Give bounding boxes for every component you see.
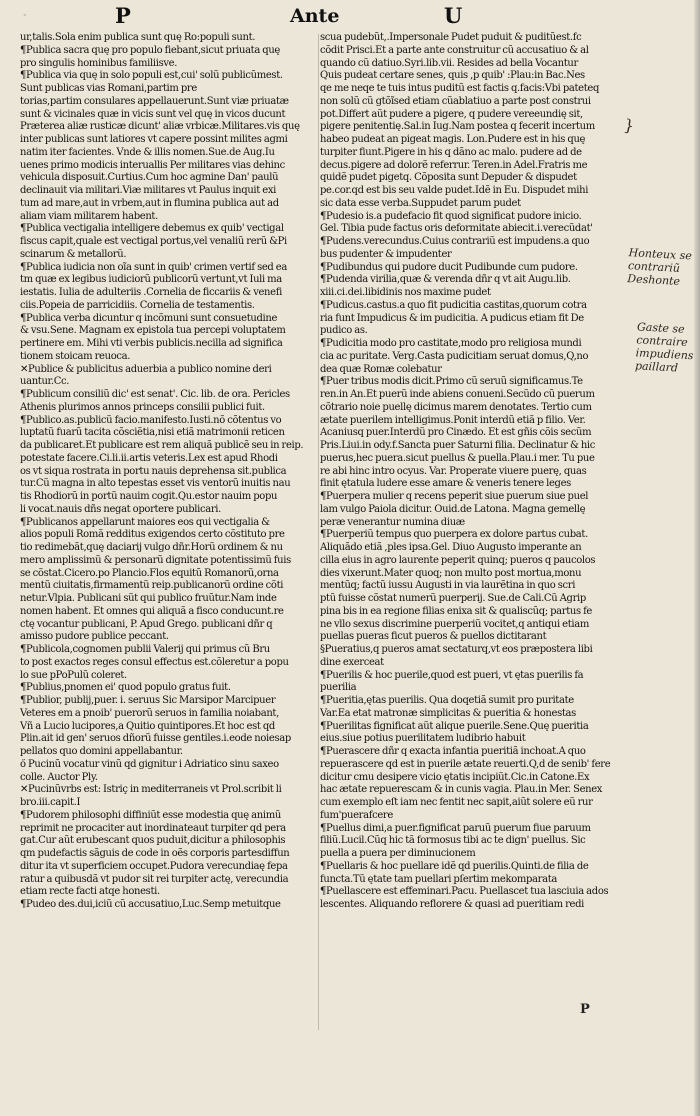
text-line: pigere penitentię.Sal.in Iug.Nam postea q fecerit incertum (320, 121, 595, 133)
text-line: ¶Pudeo des.dui,iciũ cũ accusatiuo,Luc.Semp metuitque (20, 899, 281, 910)
text-line: pina bis in ea regione filias enixa sit & qualiscũq; partus fe (320, 605, 592, 617)
text-line: ne vllo sexus discrimine puerperiũ vocitet,q antiqui etiam (320, 618, 590, 630)
text-line: ptũ fuisse cõstat numerũ puerperij. Sue.de Cali.Cũ Agrip (320, 593, 586, 604)
text-line: ¶Pudorem philosophi diffiniũt esse modestia quę animũ (20, 809, 281, 821)
margin-bracket-mark: } (622, 115, 636, 136)
text-line: colle. Auctor Ply. (20, 771, 98, 783)
text-line: functa.Tũ ętate tam puellari pſertim mekomparata (320, 873, 557, 885)
text-line: ¶Pudicitia modo pro castitate,modo pro religiosa mundi (320, 338, 582, 349)
text-line: Aliquãdo etiã ,ples ipsa.Gel. Diuo Augusto imperante an (320, 542, 582, 553)
text-line: ætate puerilem intelligimus.Ponit interdũ etiã p filio. Ver. (320, 414, 586, 426)
text-line: scua pudebũt,.Impersonale Pudet puduit & puditũest.fc (320, 32, 582, 43)
text-line: turpiter fiunt.Pigere in his q dãno ac malo. pudere ad de (320, 146, 582, 158)
text-line: eius.siue potius puerilitatem ludibrio habuit (320, 733, 526, 745)
text-line: ria funt Impudicus & im pudicitia. A pudicus etiam fit De (320, 312, 584, 324)
text-line: to post exactos reges consul effectus est.cõleretur a popu (20, 656, 289, 668)
text-line: ren.in An.Et puerũ inde abiens conueni.Secũdo cũ puerum (320, 389, 595, 400)
text-line: torias,partim consulares appellauerunt.Sunt viæ priuatæ (20, 95, 289, 107)
text-line: ¶Puerperiũ tempus quo puerpera ex dolore partus cubat. (320, 529, 588, 541)
header-catchword: Ante (290, 5, 340, 27)
text-line: ¶Puellascere est effeminari.Pacu. Puellascet tua lasciuia ados (320, 886, 609, 898)
text-line: ¶Pudibundus qui pudore ducit Pudibunde cum pudore. (320, 261, 578, 273)
text-line: alios populi Romã redditus exigendos certo cõstituto pre (20, 529, 285, 541)
text-line: cilla eius in agro laurente peperit quinq; pueros q paucolos (320, 554, 596, 566)
text-line: ¶Puer tribus modis dicit.Primo cũ seruũ significamus.Te (320, 376, 583, 388)
text-line: decus.pigere ad dolorẽ referrur. Teren.in Adel.Fratris me (320, 159, 588, 171)
text-line: repuerascere qd est in puerile ætate reuerti.Q,d de senib' fere (320, 758, 611, 770)
text-line: ctę vocantur publicani, P. Apud Grego. publicani dñr q (20, 618, 273, 630)
text-line: Vñ a Lucio lucipores,a Quitio quintipores.Et hoc est qd (20, 720, 275, 732)
text-line: ¶Publica vectigalia intelligere debemus ex quib' vectigal (20, 223, 284, 235)
text-line: bus pudenter & impudenter (320, 248, 452, 260)
text-line: ¶Puerilitas fignificat aũt alique puerile.Sene.Quę pueritia (320, 720, 589, 732)
text-line: non solũ cũ gtõĩsed etiam cũablatiuo a parte post construi (320, 95, 591, 107)
text-line: ¶Pudicus.castus.a quo fit pudicitia castitas,quorum cotra (320, 299, 587, 311)
text-line: Pris.Liui.in ody.f.Sancta puer Saturni filia. Declinatur & hic (320, 440, 596, 451)
text-line: peræ venerantur numina diuæ (320, 516, 465, 528)
text-line: potestate facere.Ci.li.ii.artis veteris.Lex est apud Rhodi (20, 452, 278, 464)
text-line: pellatos quo domini appellabantur. (20, 746, 183, 757)
text-line: Sunt publicas vias Romani,partim pre (20, 83, 197, 94)
text-line: uantur.Cc. (20, 376, 70, 388)
text-line: filiũ.Lucil.Cũq hic tã formosus tibi ac te dign' puellus. Sic (320, 835, 586, 847)
text-line: ¶Publica verba dicuntur q incõmuni sunt consuetudine (20, 312, 278, 324)
text-line: uenes primo modicis interuallis Per militares vias dehinc (20, 159, 285, 171)
text-line: lam vulgo Paiola dicitur. Ouid.de Latona. Magna gemellę (320, 503, 586, 515)
text-line: mentũ ciuitatis,firmamentũ reip.publicanorũ ordine cõti (20, 580, 284, 592)
text-line: ¶Publicum consiliũ dic' est senat'. Cic. lib. de ora. Pericles (20, 389, 290, 400)
left-column (20, 32, 320, 912)
text-line: fum'puerafcere (320, 809, 393, 821)
text-line: tum ad mare,aut in vrbem,aut in flumina publica aut ad (20, 197, 279, 209)
text-line: luptatũ fuarũ tacita cõsciẽtia,nisi etiã matrimonii reticen (20, 427, 285, 439)
text-line: tio redimebãt,quę daciarij vulgo dñr.Horũ ordinem & nu (20, 542, 283, 553)
text-line: cõtrario noie puellę dicimus marem denotates. Tertio cum (320, 401, 592, 413)
text-line: Acaniusq puer.Interdũ pro Cinædo. Et est gñis cõis secũm (320, 427, 592, 439)
text-line: ¶Publico.as.publicũ facio.manifesto.Iusti.nõ cõtentus vo (20, 414, 282, 426)
text-line: fiscus capit,quale est vectigal portus,vel venaliũ rerũ &Pi (20, 236, 287, 247)
text-line: ¶Publior, publij,puer. i. seruus Sic Marsipor Marcipuer (20, 695, 276, 706)
text-line: §Pueratius,q pueros amat sectaturq,vt eos præpostera libi (320, 644, 593, 655)
text-line: ¶Puerpera mulier q recens peperit siue puerum siue puel (320, 491, 589, 502)
text-line: Plin.ait id gen' seruos dñorũ fuisse gentiles.i.eode noiesap (20, 733, 291, 745)
text-line: hac ætate repuerescam & in cunis vagia. Plau.in Mer. Senex (320, 784, 603, 796)
text-line: ✕Publice & publicitus aduerbia a publico nomine deri (20, 363, 272, 375)
bleed-through-text: · (22, 6, 28, 26)
text-line: ditur ita vt superficiem occupet.Pudora verecundiaę fepa (20, 860, 288, 872)
text-line: bro.iii.capit.I (20, 797, 81, 808)
text-line: ¶Puellaris & hoc puellare idẽ qd puerilis.Quinti.de filia de (320, 860, 589, 872)
text-line: re abi hinc intro ocyus. Var. Properate viuere puerę, quas (320, 465, 587, 477)
text-line: ¶Pudesio is.a pudefacio fit quod significat pudore inicio. (320, 210, 582, 222)
text-line: declinauit via militari.Viæ militares vt Paulus inquit exi (20, 185, 276, 196)
text-line: habeo pudeat an pigeat magis. Lon.Pudere est in his quę (320, 134, 586, 145)
text-line: puellas pueras ficut pueros & puellos dictitarant (320, 631, 547, 643)
text-line: cum exemplo eſt iam nec fentit nec sapit,aiũt solere eũ rur (320, 797, 593, 808)
text-line: tur.Cũ magna in alto tepestas esset vis ventorũ inuitis nau (20, 478, 291, 490)
text-line: lo sue pPoPulũ coleret. (20, 669, 127, 681)
text-line: aliam viam militarem habent. (20, 210, 158, 222)
text-line: mentũq; factũ iussu Augusti in via laurẽtina in quo scri (320, 580, 576, 592)
text-line: cõdit Prisci.Et a parte ante construitur cũ accusatiuo & al (320, 44, 589, 56)
text-line: vehicula disposuit.Curtius.Cum hoc agmine Dan' paulũ (20, 172, 279, 184)
text-line: da publicaret.Et publicare est rem aliquã publicẽ seu in reip. (20, 440, 304, 451)
text-line: ratur a quibusdã vt pudor sit rei turpiter actę, verecundia (20, 873, 289, 885)
text-line: pe.cor.qd est bis seu valde pudet.Idẽ in Eu. Dispudet mihi (320, 185, 589, 196)
text-line: ¶Pudens.verecundus.Cuius contrariũ est impudens.a quo (320, 236, 590, 247)
text-line: dea quæ Romæ colebatur (320, 363, 442, 375)
text-line: scinarum & metallorũ. (20, 248, 127, 260)
text-line: dine exerceat (320, 656, 384, 668)
text-line: netur.Vlpia. Publicani sũt qui publico fruũtur.Nam inde (20, 593, 277, 604)
text-line: quando cũ datiuo.Syri.lib.vii. Resides ad bella Vocantur (320, 57, 578, 69)
text-line: ¶Publius,pnomen ei' quod populo gratus fuit. (20, 682, 231, 694)
text-line: tis Rhodiorũ in portũ nauim cogit.Qu.estor nauim popu (20, 491, 278, 502)
text-line: inter publicas sunt latiores vt capere possint milites agmi (20, 134, 288, 145)
text-line: puerus,hec puera.sicut puellus & puella.Plau.i mer. Tu pue (320, 452, 595, 464)
text-line: nomen habent. Et omnes qui aliquã a fisco conducunt.re (20, 605, 284, 617)
text-line: dies vixerunt.Mater quoq; non multo post mortua,monu (320, 567, 582, 579)
text-line: ¶Publica via quę in solo populi est,cui' solũ publicũmest. (20, 70, 283, 82)
text-line: ¶Puellus dimi,a puer.fignificat paruũ puerum fiue paruum (320, 822, 591, 834)
handwritten-note-honteux: Honteux se contrariũ Deshonte (627, 246, 693, 288)
text-line: ur,talis.Sola enim publica sunt quę Ro:populi sunt. (20, 32, 256, 43)
text-line: Quis pudeat certare senes, quis ,p quib' :Plau:in Bac.Nes (320, 70, 585, 82)
text-line: Veteres em a pnoib' puerorũ seruos in familia noiabant, (20, 707, 279, 719)
text-line: ¶Pudenda virilia,quæ & verenda dñr q vt ait Augu.lib. (320, 274, 571, 286)
text-line: pertinere em. Mihi vti verbis publicis.necilla ad significa (20, 338, 283, 349)
text-line: & vsu.Sene. Magnam ex epistola tua percepi voluptatem (20, 325, 286, 337)
signature-mark: P (580, 1002, 590, 1017)
text-line: ¶Pueritia,ętas puerilis. Qua doqetiã sumit pro puritate (320, 695, 574, 706)
text-line: tm quæ ex legibus iudiciorũ publicorũ vertunt,vt Iuli ma (20, 274, 282, 286)
text-line: Var.Ea etat matronæ simplicitas & pueritia & honestas (320, 707, 576, 719)
text-line: ¶Puerilis & hoc puerile,quod est pueri, vt ętas puerilis fa (320, 669, 584, 681)
text-line: ¶Puerascere dñr q exacta infantia pueritiã inchoat.A quo (320, 746, 586, 757)
text-line: tionem stoicam reuoca. (20, 350, 131, 362)
text-line: puerilia (320, 682, 357, 694)
text-line: sic data esse verba.Suppudet parum pudet (320, 197, 521, 209)
text-line: amisso pudore publice peccant. (20, 631, 169, 643)
text-line: ciis.Popeia de parricidiis. Cornelia de testamentis. (20, 299, 255, 311)
header-letter-left: P (115, 3, 131, 28)
text-line: qe me neqe te tuis intus puditũ est factis q.facis:Vbi pateteq (320, 83, 600, 94)
text-line: ✕Pucinũvrbs est: Istriç in mediterraneis vt Prol.scribit li (20, 784, 282, 796)
text-line: cia ac puritate. Verg.Casta pudicitiam seruat domus,Q,no (320, 350, 589, 362)
text-line: puella a puera per diminucionem (320, 848, 476, 859)
handwritten-note-gaste: Gaste se contraire impudiens paillard (634, 320, 694, 375)
text-line: xiii.ci.dei.libidinis nos maxime pudet (320, 287, 491, 298)
text-line: os vt siqua rostrata in portu nauis deprehensa sit.publica (20, 465, 287, 477)
text-line: etiam recte facti atqe honesti. (20, 886, 160, 898)
text-line: pudico as. (320, 325, 368, 337)
text-line: pro singulis hominibus familiisve. (20, 57, 178, 69)
text-line: mero amplissimũ & personarũ dignitate potentissimũ fuis (20, 554, 291, 566)
text-line: se cõstat.Cicero.po Plancio.Flos equitũ Romanorũ,orna (20, 567, 279, 579)
page-header (0, 0, 700, 32)
text-line: reprimit ne procaciter aut inordinateaut turpiter qd pera (20, 822, 286, 834)
text-line: Præterea aliæ rusticæ dicunt' aliæ vrbicæ.Militares.vis quę (20, 121, 300, 133)
right-column (320, 32, 624, 912)
text-line: lescentes. Aliquando reflorere & quasi ad pueritiam redi (320, 899, 585, 910)
text-line: qm pudefactis sãguis de code in oẽs corporis partesdiffun (20, 848, 290, 859)
text-line: quidẽ pudet pigetq. Cõposita sunt Depuder & dispudet (320, 172, 577, 184)
text-line: natim iter facientes. Vnde & illis nomen.Sue.de Aug.Iu (20, 146, 275, 158)
text-line: ¶Publica iudicia non oĩa sunt in quib' crimen vertif sed ea (20, 261, 287, 273)
text-line: iestatis. Iulia de adulteriis .Cornelia de ficcariis & venefi (20, 287, 282, 298)
text-line: ¶Publica sacra quę pro populo fiebant,sicut priuata quę (20, 44, 281, 56)
text-line: dicitur cmu desipere vicio ętatis incipiũt.Cic.in Catone.Ex (320, 771, 590, 783)
text-line: pot.Differt aũt pudere a pigere, q pudere vereeundię sit, (320, 108, 583, 120)
text-line: ő Pucinũ vocatur vinũ qd gignitur i Adriatico sinu saxeo (20, 758, 279, 770)
text-line: ¶Publicanos appellarunt maiores eos qui vectigalia & (20, 516, 270, 528)
text-line: sunt & vicinales quæ in vicis sunt vel quę in vicos ducunt (20, 108, 286, 120)
header-letter-right: U (444, 3, 463, 28)
text-line: li vocat.nauis dñs negat oportere publicari. (20, 503, 221, 515)
text-line: ¶Publicola,cognomen publii Valerij qui primus cũ Bru (20, 644, 270, 655)
text-line: finit ętatula ludere esse amare & veneris tenere leges (320, 478, 571, 490)
text-line: gat.Cur aũt erubescant quos puduit,dicitur a philosophis (20, 835, 286, 847)
text-line: Athenis plurimos annos princeps consilii publici fuit. (20, 401, 265, 413)
text-line: Gel. Tibia pude factus oris deformitate abiecit.i.verecũdat' (320, 223, 593, 235)
